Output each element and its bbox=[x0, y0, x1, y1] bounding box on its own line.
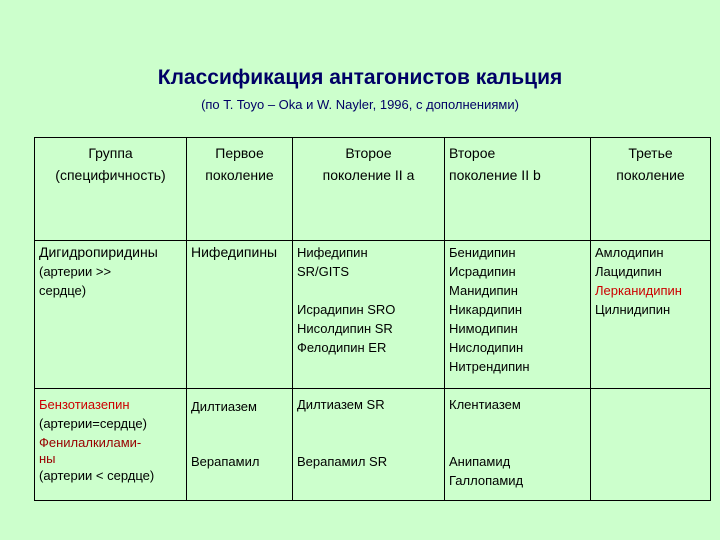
header-gen2a-l2: поколение II a bbox=[322, 167, 415, 183]
drug-name: Фелодипин ER bbox=[297, 340, 387, 355]
cell-gen1 bbox=[187, 389, 293, 501]
drug-name: Нисолдипин SR bbox=[297, 321, 393, 336]
cell-gen1 bbox=[187, 241, 293, 389]
drug-name: Лацидипин bbox=[595, 264, 662, 279]
drug-name: Нислодипин bbox=[449, 340, 524, 355]
header-gen2b bbox=[445, 138, 591, 241]
group-name: ны bbox=[39, 451, 56, 466]
drug-name: Верапамил bbox=[191, 454, 260, 469]
drug-name: Галлопамид bbox=[449, 473, 524, 488]
drug-name: Манидипин bbox=[449, 283, 518, 298]
group-specificity: (артерии=сердце) bbox=[39, 416, 147, 431]
drug-name: Амлодипин bbox=[595, 245, 664, 260]
drug-name: Бенидипин bbox=[449, 245, 516, 260]
page-subtitle: (по T. Toyo – Oka и W. Nayler, 1996, с дополнениями) bbox=[201, 97, 519, 112]
table-row bbox=[35, 389, 711, 501]
drug-name-highlighted: Лерканидипин bbox=[595, 283, 682, 298]
header-group-l2: (специфичность) bbox=[55, 167, 166, 183]
group-name: Дигидропиридины bbox=[39, 244, 158, 260]
header-gen2a-l1: Второе bbox=[345, 145, 392, 161]
group-specificity: (артерии >> bbox=[39, 264, 112, 279]
group-specificity: сердце) bbox=[39, 283, 87, 298]
cell-gen2a bbox=[293, 241, 445, 389]
header-gen1-l2: поколение bbox=[205, 167, 274, 183]
header-gen1 bbox=[187, 138, 293, 241]
drug-name: Дилтиазем bbox=[191, 399, 257, 414]
drug-name: Нифедипин bbox=[297, 245, 368, 260]
cell-gen3 bbox=[591, 241, 711, 389]
drug-name: Нитрендипин bbox=[449, 359, 530, 374]
drug-name: Клентиазем bbox=[449, 397, 521, 412]
classification-table bbox=[34, 137, 711, 501]
header-gen2b-l2: поколение II b bbox=[449, 167, 541, 183]
cell-group-other bbox=[35, 389, 187, 501]
drug-name: SR/GITS bbox=[297, 264, 350, 279]
drug-name: Цилнидипин bbox=[595, 302, 671, 317]
drug-name: Верапамил SR bbox=[297, 454, 388, 469]
drug-name: Исрадипин SRO bbox=[297, 302, 396, 317]
table-header-row bbox=[35, 138, 711, 241]
header-gen3-l2: поколение bbox=[616, 167, 685, 183]
group-name: Фенилалкилами- bbox=[39, 435, 142, 450]
drug-name: Нимодипин bbox=[449, 321, 518, 336]
header-gen2a bbox=[293, 138, 445, 241]
header-group-l1: Группа bbox=[88, 145, 133, 161]
cell-gen2a bbox=[293, 389, 445, 501]
drug-name: Анипамид bbox=[449, 454, 511, 469]
cell-group-dhp bbox=[35, 241, 187, 389]
page-title: Классификация антагонистов кальция bbox=[157, 66, 563, 89]
group-name: Бензотиазепин bbox=[39, 397, 130, 412]
header-gen3 bbox=[591, 138, 711, 241]
table-row bbox=[35, 241, 711, 389]
cell-gen3-empty bbox=[591, 389, 711, 501]
header-gen1-l1: Первое bbox=[215, 145, 264, 161]
drug-name: Дилтиазем SR bbox=[297, 397, 385, 412]
drug-name: Никардипин bbox=[449, 302, 523, 317]
header-gen2b-l1: Второе bbox=[449, 145, 496, 161]
cell-gen2b bbox=[445, 241, 591, 389]
cell-gen2b bbox=[445, 389, 591, 501]
group-specificity: (артерии < сердце) bbox=[39, 468, 155, 483]
drug-name: Исрадипин bbox=[449, 264, 516, 279]
header-group bbox=[35, 138, 187, 241]
drug-name: Нифедипины bbox=[191, 244, 278, 260]
header-gen3-l1: Третье bbox=[628, 145, 673, 161]
